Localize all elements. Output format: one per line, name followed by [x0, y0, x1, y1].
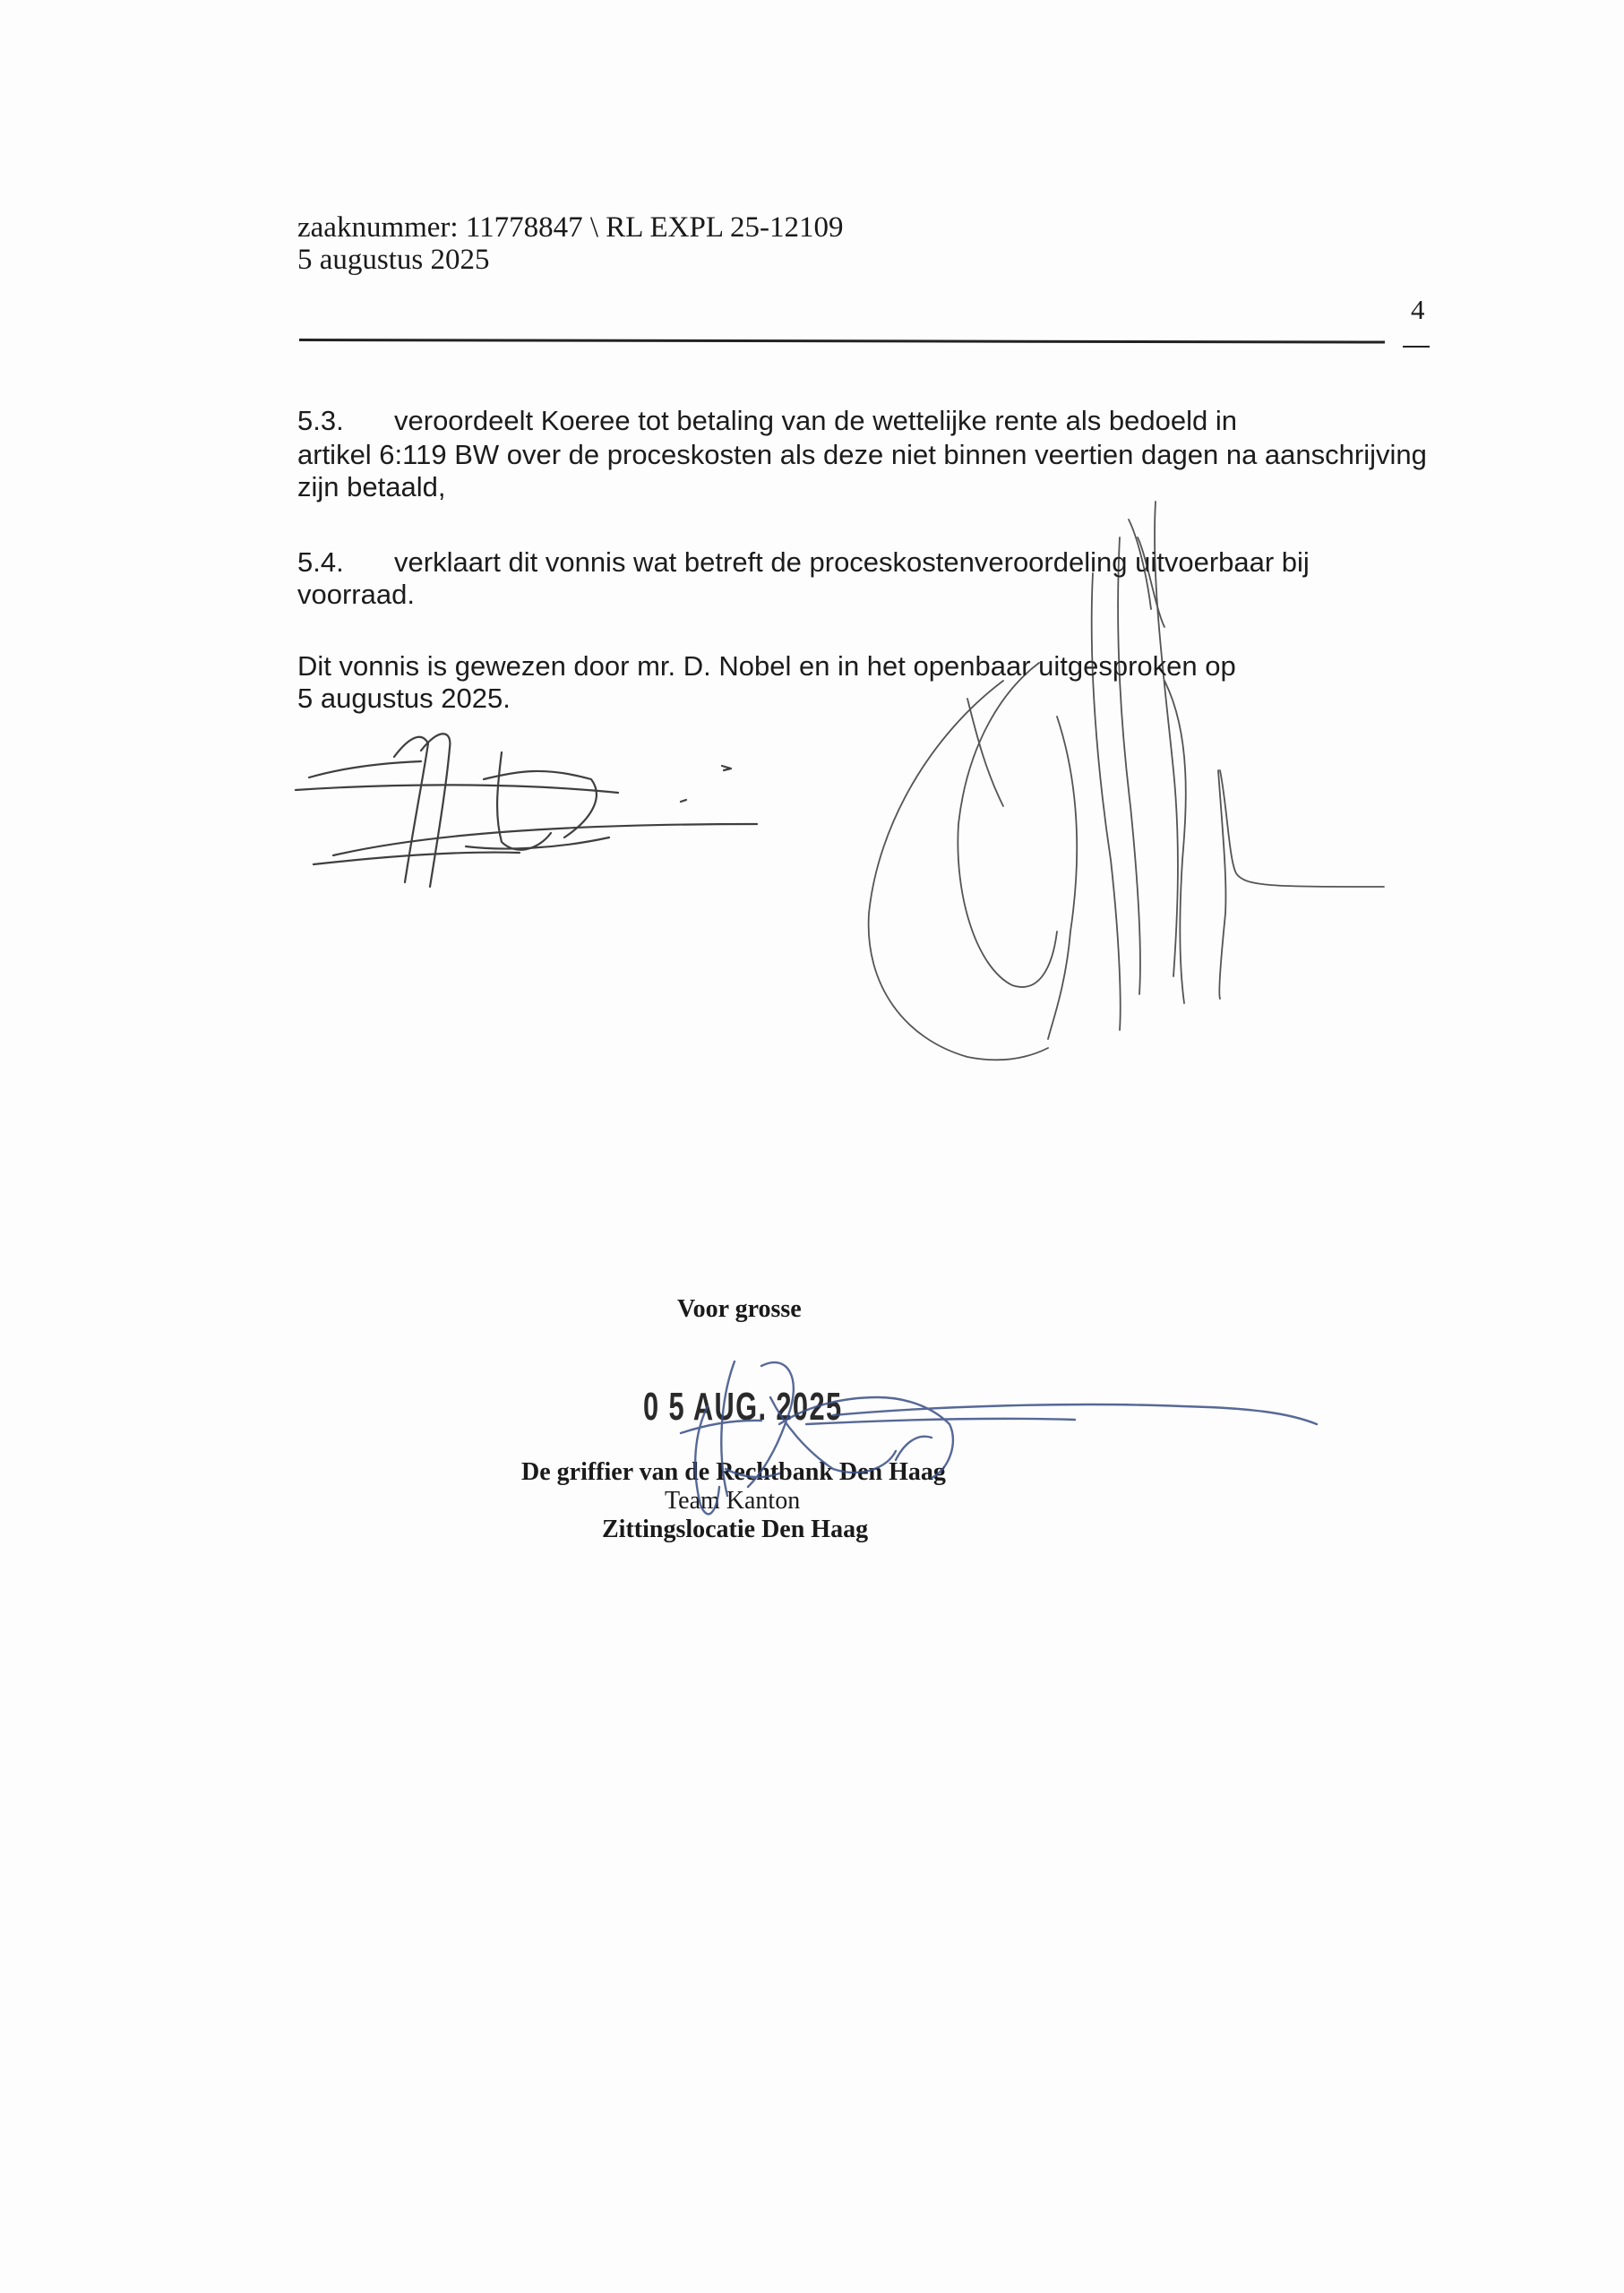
header-divider — [299, 339, 1385, 344]
page-number: 4 — [1411, 294, 1425, 325]
closing-statement-line-1: Dit vonnis is gewezen door mr. D. Nobel en in het openbaar uitgesproken op — [297, 650, 1236, 682]
date-stamp: 0 5 AUG. 2025 — [643, 1385, 843, 1429]
page-number-divider — [1403, 346, 1430, 348]
clause-number: 5.4. — [297, 546, 344, 578]
clause-5-3-line-3: zijn betaald, — [297, 471, 446, 502]
clause-5-4-line-2: voorraad. — [297, 579, 415, 610]
clause-text: veroordeelt Koeree tot betaling van de wettelijke rente als bedoeld in — [394, 405, 1237, 436]
grosse-title: Voor grosse — [677, 1295, 802, 1323]
closing-statement-line-2: 5 augustus 2025. — [297, 683, 511, 714]
case-number: zaaknummer: 11778847 \ RL EXPL 25-12109 — [297, 211, 844, 244]
griffier-line: De griffier van de Rechtbank Den Haag — [521, 1458, 946, 1486]
header-date: 5 augustus 2025 — [297, 244, 490, 276]
team-line: Team Kanton — [665, 1487, 801, 1515]
clause-5-3-line-1 — [297, 405, 1237, 437]
clause-number: 5.3. — [297, 405, 344, 436]
clause-5-4-line-1 — [297, 546, 1310, 579]
clause-text: verklaart dit vonnis wat betreft de proceskostenveroordeling uitvoerbaar bij — [394, 546, 1310, 578]
location-line: Zittingslocatie Den Haag — [602, 1516, 869, 1543]
clause-5-3-line-2: artikel 6:119 BW over de proceskosten als deze niet binnen veertien dagen na aanschrijving — [297, 439, 1427, 470]
